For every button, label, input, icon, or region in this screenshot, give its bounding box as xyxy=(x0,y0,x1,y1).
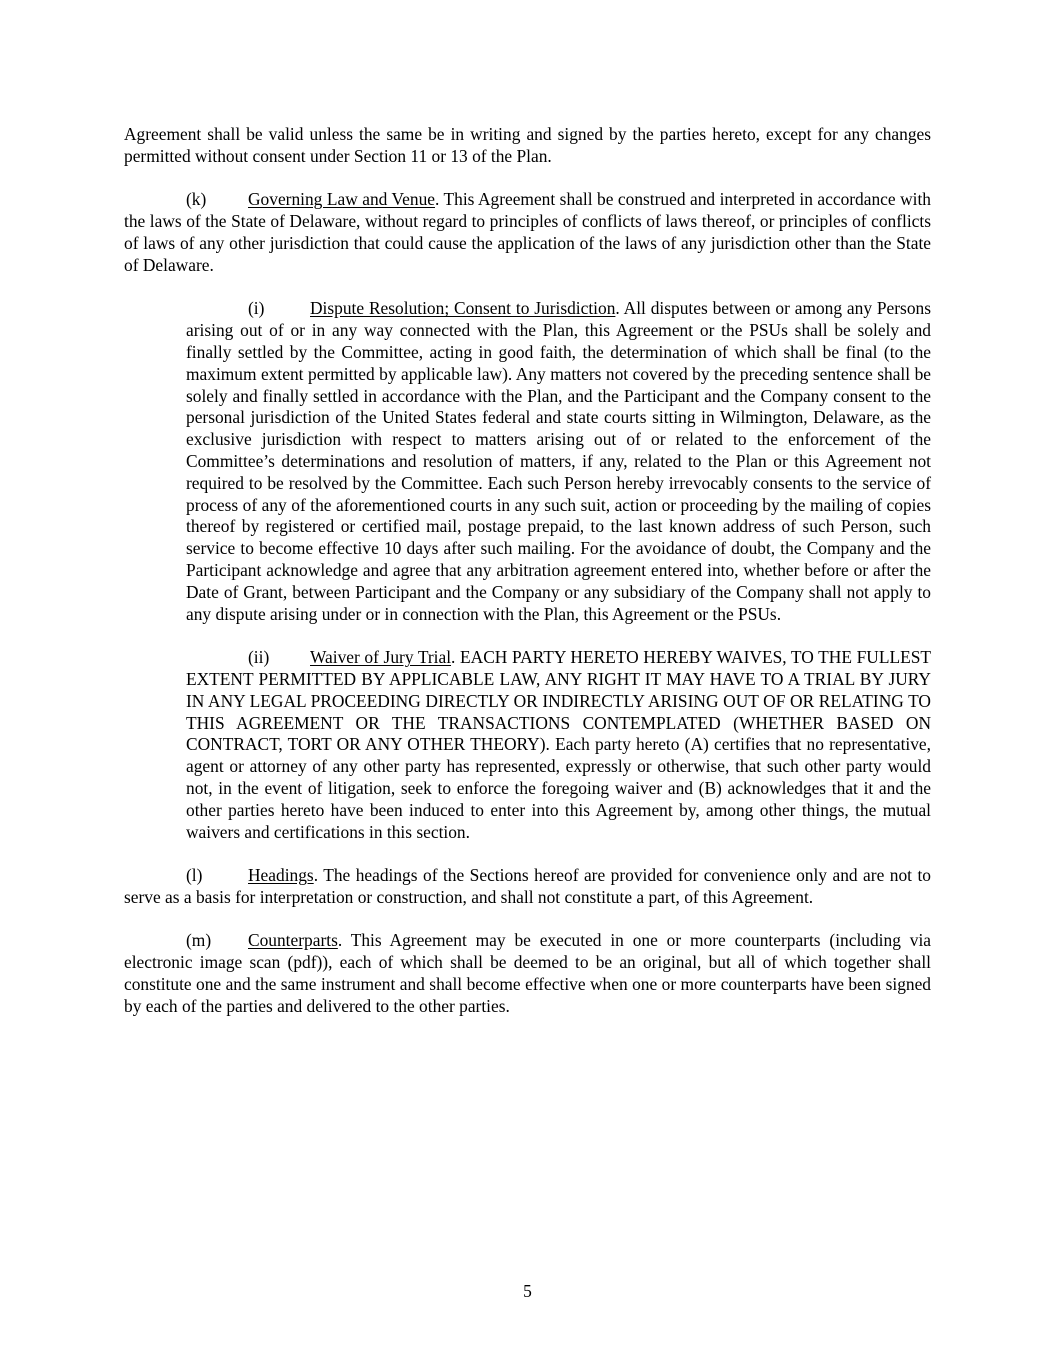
section-k-ii-text: . EACH PARTY HERETO HEREBY WAIVES, TO THE FULLEST EXTENT PERMITTED BY APPLICABLE LAW, ANY RIGHT IT MAY HAVE TO A TRIAL BY JURY IN ANY LEGAL PROCEEDING DIRECTLY OR INDIRECTLY ARISING OUT OF OR RELATING TO THIS AGREEMENT OR THE TRANSACTIONS CONTEMPLATED (WHETHER BASED ON CONTRACT, TORT OR ANY OTHER THEORY). Each party hereto (A) certifies that no representative, agent or attorney of any other party has represented, expressly or otherwise, that such other party would not, in the event of litigation, seek to enforce the foregoing waiver and (B) acknowledges that it and the other parties hereto have been induced to enter into this Agreement by, among other things, the mutual waivers and certifications in this section. xyxy=(186,647,931,842)
section-k-ii-heading: Waiver of Jury Trial xyxy=(310,647,452,668)
section-l-paragraph xyxy=(124,865,931,909)
section-m-number: (m) xyxy=(186,930,212,951)
section-l-number: (l) xyxy=(186,865,203,886)
section-k-ii-paragraph xyxy=(186,647,931,843)
section-l-heading: Headings xyxy=(248,865,314,886)
section-k-i-number: (i) xyxy=(248,298,265,319)
section-k-text: . This Agreement shall be construed and interpreted in accordance with the laws of the State of Delaware, without regard to principles of conflicts of laws thereof, or principles of conflicts of laws of any other jurisdiction that could cause the application of the laws of any jurisdiction other than the State of Delaware. xyxy=(124,189,931,275)
section-k-ii-number: (ii) xyxy=(248,647,270,668)
section-k-i-paragraph xyxy=(186,298,931,625)
section-k-i-text: . All disputes between or among any Persons arising out of or in any way connected with the Plan, this Agreement or the PSUs shall be solely and finally settled by the Committee, acting in good faith, the determination of which shall be final (to the maximum extent permitted by applicable law). Any matters not covered by the preceding sentence shall be solely and finally settled in accordance with the Plan, and the Participant and the Company consent to the personal jurisdiction of the United States federal and state courts sitting in Wilmington, Delaware, as the exclusive jurisdiction with respect to matters arising out of or related to the enforcement of the Committee’s determinations and resolution of matters, if any, related to the Plan or this Agreement not required to be resolved by the Committee. Each such Person hereby irrevocably consents to the service of process of any of the aforementioned courts in any such suit, action or proceeding by the mailing of copies thereof by registered or certified mail, postage prepaid, to the last known address of such Person, such service to become effective 10 days after such mailing. For the avoidance of doubt, the Company and the Participant acknowledge and agree that any arbitration agreement entered into, whether before or after the Date of Grant, between Participant and the Company or any subsidiary of the Company shall not apply to any dispute arising under or in connection with the Plan, this Agreement or the PSUs. xyxy=(186,298,931,624)
continuation-paragraph: Agreement shall be valid unless the same be in writing and signed by the parties hereto, except for any changes permitted without consent under Section 11 or 13 of the Plan. xyxy=(124,124,931,166)
section-k-paragraph xyxy=(124,189,931,276)
section-m-paragraph xyxy=(124,930,931,1017)
section-l-text: . The headings of the Sections hereof are provided for convenience only and are not to serve as a basis for interpretation or construction, and shall not constitute a part, of this Agreement. xyxy=(124,865,931,907)
section-k-i-heading: Dispute Resolution; Consent to Jurisdiction xyxy=(310,298,616,319)
section-m-text: . This Agreement may be executed in one or more counterparts (including via electronic image scan (pdf)), each of which shall be deemed to be an original, but all of which together shall constitute one and the same instrument and shall become effective when one or more counterparts have been signed by each of the parties and delivered to the other parties. xyxy=(124,930,931,1016)
section-k-number: (k) xyxy=(186,189,207,210)
page-number: 5 xyxy=(523,1281,532,1301)
document-page xyxy=(124,124,931,1018)
section-m-heading: Counterparts xyxy=(248,930,338,951)
section-k-heading: Governing Law and Venue xyxy=(248,189,435,210)
